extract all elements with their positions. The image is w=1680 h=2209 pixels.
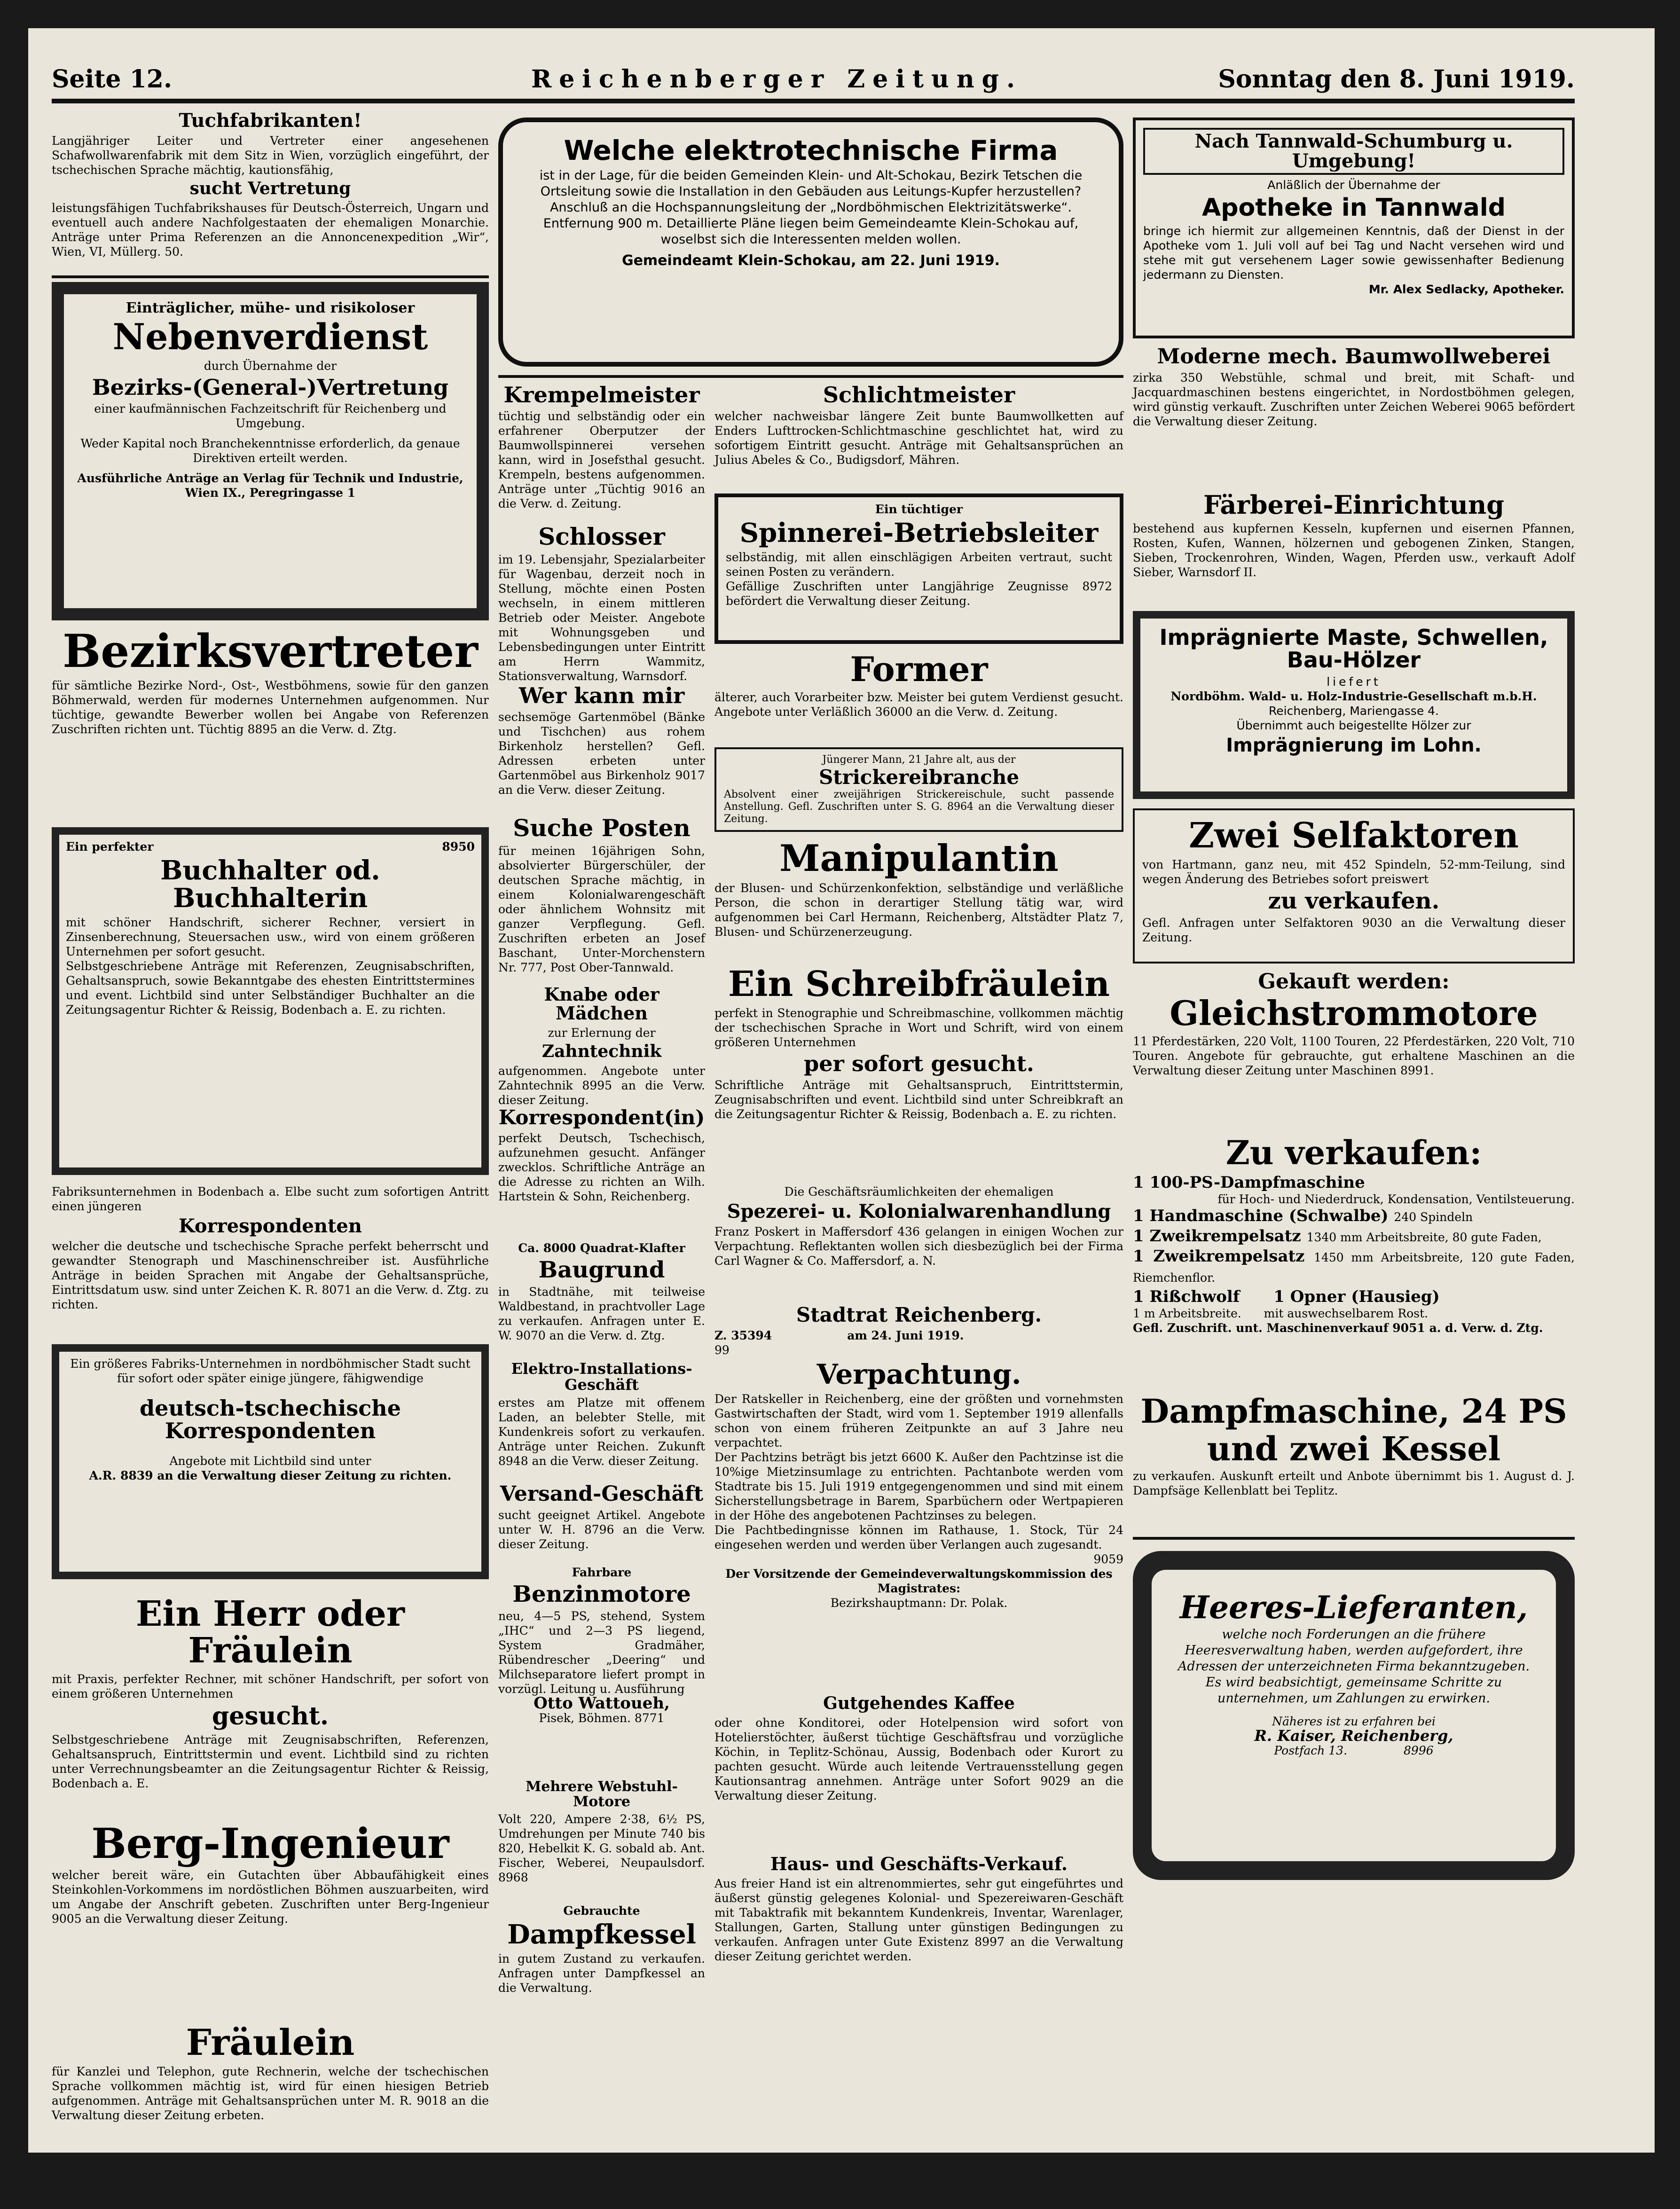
ad-selfaktoren [1133, 808, 1575, 964]
divider [498, 375, 1123, 378]
ad-subheadline: und zwei Kessel [1207, 1429, 1501, 1468]
ad-headline: Spinnerei-Betriebsleiter [739, 517, 1099, 548]
ad-headline: Schlosser [538, 523, 665, 550]
ad-korrespondenten [52, 1184, 489, 1335]
ad-headline: Versand-Geschäft [500, 1482, 704, 1506]
ad-headline: Heeres-Lieferanten, [1179, 1589, 1528, 1626]
column-3 [1133, 108, 1575, 2181]
ad-item-spec: 1450 mm Arbeitsbreite, 120 gute Faden, Riemchenflor. [1133, 1250, 1575, 1285]
ad-former [714, 649, 1123, 743]
ad-text: ist in der Lage, für die beiden Gemeinden Klein- und Alt-Schokau, Bezirk Tetschen die Ortsleitung sowie die Installation in den Gebäuden aus Leitungs-Kupfer herzustellen? Anschluß an die Hochspannungsleitung der „Nordböhmischen Elektrizitätswerke“. Entfernung 900 m. Detaillierte Pläne liegen beim Gemeindeamte Klein-Schokau auf, woselbst sich die Interessenten melden wollen. [539, 168, 1083, 247]
ad-item [1133, 1227, 1575, 1247]
ad-headline: Stadtrat Reichenberg. [796, 1303, 1042, 1326]
ad-text: zu verkaufen. Auskunft erteilt und Anbote übernimmt bis 1. August d. J. Dampfsäge Kellenblatt bei Teplitz. [1133, 1469, 1575, 1497]
ad-impraegnierte-maste [1133, 611, 1575, 799]
column-2 [498, 108, 1123, 2181]
ad-headline: Fräulein [186, 2021, 355, 2063]
ad-text: welcher bereit wäre, ein Gutachten über Abbaufähigkeit eines Steinkohlen-Vorkommens im nordöstlichen Böhmen auszuarbeiten, wird um Angabe der Anschrift gebeten. Zuschriften unter Berg-Ingenieur 9005 an die Verwaltung dieser Zeitung. [52, 1868, 489, 1926]
ad-item-spec: mit auswechselbarem Rost. [1264, 1306, 1429, 1320]
ad-headline: Mehrere Webstuhl-Motore [526, 1778, 678, 1810]
ad-text: Übernimmt auch beigestellte Hölzer zur [1236, 718, 1471, 732]
ad-address: Postfach 13. [1274, 1744, 1348, 1758]
ad-kaffee [714, 1692, 1123, 1847]
ad-text: älterer, auch Vorarbeiter bzw. Meister bei gutem Verdienst gesucht. Angebote unter Verläßlich 36000 an die Verw. d. Zeitung. [714, 690, 1123, 719]
ad-text: Die Geschäftsräumlichkeiten der ehemaligen [784, 1185, 1054, 1198]
ad-baugrund [498, 1241, 705, 1354]
ad-text: einer kaufmännischen Fachzeitschrift für Reichenberg und Umgebung. [94, 402, 447, 431]
ad-text [1133, 1306, 1575, 1321]
ad-headline: Knabe oder Mädchen [544, 984, 659, 1024]
ad-text: Der Vorsitzende der Gemeindeverwaltungskommission des Magistrates: [725, 1567, 1113, 1595]
ad-text: Ein tüchtiger [875, 502, 963, 516]
newspaper-title: Reichenberger Zeitung. [531, 65, 1023, 94]
ad-headline: Krempelmeister [503, 382, 700, 407]
ad-text: Gebrauchte [563, 1904, 640, 1918]
ad-korrespondentin [498, 1104, 705, 1236]
ad-item-name: 1 Handmaschine (Schwalbe) [1133, 1206, 1389, 1225]
ad-intro: Ein perfekter [66, 840, 154, 854]
ad-text: von Hartmann, ganz neu, mit 452 Spindeln, 52-mm-Teilung, sind wegen Änderung des Betriebes sofort preiswert [1142, 857, 1565, 886]
ad-text: Absolvent einer zweijährigen Strickereischule, sucht passende Anstellung. Gefl. Zuschriften unter S. G. 8964 an die Verwaltung dieser Zeitung. [724, 789, 1114, 825]
ad-item-name: 1 Zweikrempelsatz [1133, 1226, 1301, 1246]
ad-headline: Nebenverdienst [112, 316, 428, 358]
ad-headline: Welche elektrotechnische Firma [564, 134, 1058, 166]
ad-zu-verkaufen [1133, 1133, 1575, 1386]
ad-text: Anläßlich der Übernahme der [1267, 178, 1440, 192]
ad-headline: Zu verkaufen: [1225, 1133, 1482, 1172]
ad-headline: Färberei-Einrichtung [1203, 490, 1504, 520]
ad-text: zur Erlernung der [548, 1026, 656, 1040]
column-1 [52, 108, 489, 2181]
ad-text: welche noch Forderungen an die frühere Heeresverwaltung haben, werden aufgefordert, ihre Adressen der unterzeichneten Firma bekanntzugeben. Es wird beabsichtigt, gemeinsame Schritte zu unternehmen, um Zahlungen zu erwirken. [1178, 1627, 1530, 1706]
ad-signature: Gemeindeamt Klein-Schokau, am 22. Juni 1919. [621, 252, 1000, 269]
ad-headline: Buchhalter od. Buchhalterin [160, 855, 380, 914]
ad-text [66, 839, 475, 854]
ad-subheadline: zu verkaufen. [1268, 887, 1440, 914]
ad-tuchfabrikanten [52, 108, 489, 273]
ad-headline: Baugrund [538, 1257, 665, 1283]
ad-text: durch Übernahme der [204, 359, 337, 373]
ad-text: Fahrbare [572, 1566, 632, 1579]
ad-headline: Manipulantin [779, 837, 1059, 880]
ad-text: Aus freier Hand ist ein altrenommiertes, sehr gut eingeführtes und äußerst günstig gelegenes Kolonial- und Spezereiwaren-Geschäft mit Tabaktrafik mit bekanntem Kundenkreis, Inventar, Warenlager, Stallungen, Garten, Stallung unter günstigen Bedingungen zu verkaufen. Anfragen unter Gute Existenz 8997 an die Verwaltung dieser Zeitung gerichtet werden. [714, 1876, 1123, 1963]
ad-number: 8950 [442, 840, 475, 854]
ad-haus-verkauf [714, 1852, 1123, 2054]
ad-text: Der Pachtzins beträgt bis jetzt 6600 K. Außer den Pachtzinse ist die 10%ige Mietzinsumlage zu entrichten. Pachtanbote werden vom Stadtrate bis 15. Juli 1919 entgegengenommen und sind mit einem Sicherstellungsbetrage in Barem, Sparbüchern oder Wertpapieren in der Höhe des angebotenen Pachtzinses zu belegen. [714, 1450, 1123, 1522]
ad-intro: Gekauft werden: [1258, 970, 1450, 994]
ad-text: Ca. 8000 Quadrat-Klafter [518, 1241, 685, 1255]
ad-signature: Bezirkshauptmann: Dr. Polak. [830, 1596, 1008, 1610]
ad-heeres-lieferanten-frame [1133, 1551, 1575, 1880]
ad-spinnerei-betriebsleiter [714, 494, 1123, 644]
ad-text: in Stadtnähe, mit teilweise Waldbestand, in prachtvoller Lage zu verkaufen. Anfragen unter E. W. 9070 an die Verw. d. Ztg. [498, 1285, 705, 1343]
ad-text: Franz Poskert in Maffersdorf 436 gelangen in einigen Wochen zur Verpachtung. Reflektanten wollen sich diesbezüglich bei der Firma Carl Wagner & Co. Maffersdorf, a. N. [714, 1225, 1123, 1268]
ad-headline: Benzinmotore [512, 1581, 691, 1607]
ad-item-spec: 1 m Arbeitsbreite. [1133, 1306, 1241, 1320]
ad-dampfmaschine [1133, 1391, 1575, 1532]
ad-webstuhl-motore [498, 1777, 705, 1899]
ad-text: tüchtig und selbständig oder ein erfahrener Oberputzer der Baumwollspinnerei versehen kann, wird in Josefsthal gesucht. Krempeln, bestens aufgenommen. Anträge unter „Tüchtig 9016 an die Verw. d. Zeitung. [498, 409, 705, 511]
ad-text: zirka 350 Webstühle, schmal und breit, mit Schaft- und Jacquardmaschinen bestens eingerichtet, in Nordostböhmen gelegen, wird günstig verkauft. Zuschriften unter Zeichen Weberei 9065 befördert die Verwaltung dieser Zeitung. [1133, 371, 1575, 429]
ad-text: Selbstgeschriebene Anträge mit Zeugnisabschriften, Referenzen, Gehaltsanspruch, Eintrittstermin und event. Lichtbild sind zu richten unter Verrechnungsbeamter an die Zeitungsagentur Richter & Reissig, Bodenbach a. E. [52, 1732, 489, 1790]
ad-text: Gefällige Zuschriften unter Langjährige Zeugnisse 8972 befördert die Verwaltung dieser Zeitung. [726, 579, 1112, 608]
ad-text: Reichenberg, Mariengasse 4. [1269, 704, 1439, 718]
ad-headline: Strickereibranche [818, 766, 1020, 789]
ad-headline: Gleichstrommotore [1170, 993, 1538, 1034]
column-2-right [714, 381, 1123, 2181]
ad-schreibfraeulein [714, 964, 1123, 1180]
ad-text: Ausführliche Anträge an Verlag für Technik und Industrie, Wien IX., Peregringasse 1 [77, 471, 463, 500]
ad-headline: Zwei Selfaktoren [1189, 815, 1519, 856]
ad-headline: Berg-Ingenieur [91, 1819, 449, 1868]
ad-strickereibranche [714, 747, 1123, 832]
ad-headline: Korrespondenten [179, 1215, 362, 1237]
ad-headline: Dampfkessel [507, 1919, 696, 1950]
ad-text: 99 [714, 1343, 730, 1357]
ad-text: liefert [1327, 674, 1381, 689]
ad-elektrotechnische-firma [498, 118, 1123, 367]
ad-text: Näheres ist zu erfahren bei [1272, 1715, 1436, 1729]
ad-text: Gefl. Zuschrift. unt. Maschinenverkauf 9051 a. d. Verw. d. Ztg. [1133, 1321, 1543, 1335]
ad-text: Langjähriger Leiter und Vertreter einer angesehenen Schafwollwarenfabrik mit dem Sitz in Wien, vorzüglich eingeführt, der tschechischen Sprache mächtig, kautionsfähig, [52, 134, 489, 177]
ad-subheadline: Apotheke in Tannwald [1202, 194, 1506, 222]
ad-benzinmotore [498, 1565, 705, 1772]
ad-text: 9059 [1093, 1552, 1123, 1566]
ad-baumwollweberei [1133, 343, 1575, 484]
ad-text: Fabriksunternehmen in Bodenbach a. Elbe sucht zum sofortigen Antritt einen jüngeren [52, 1185, 489, 1213]
ad-text: Pisek, Böhmen. 8771 [539, 1711, 665, 1725]
ad-signature: R. Kaiser, Reichenberg, [1254, 1727, 1453, 1745]
ad-item-spec: 1340 mm Arbeitsbreite, 80 gute Faden, [1306, 1230, 1542, 1244]
ad-text: bringe ich hiermit zur allgemeinen Kenntnis, daß der Dienst in der Apotheke vom 1. Juli voll auf bei Tag und Nacht versehen wird und stehe mit gut versehenem Lager sowie gewissenhafter Bedienung jedermann zu Diensten. [1143, 224, 1564, 282]
ad-subheadline: per sofort gesucht. [804, 1050, 1034, 1076]
divider [1133, 1537, 1575, 1540]
ad-subheadline: Bezirks-(General-)Vertretung [92, 374, 449, 400]
ad-item [1133, 1287, 1575, 1306]
ad-headline: Haus- und Geschäfts-Verkauf. [770, 1853, 1068, 1874]
masthead [52, 56, 1575, 103]
ad-headline: Suche Posten [513, 814, 691, 842]
ad-file-number: Z. 35394 [714, 1329, 772, 1343]
ad-signature: Mr. Alex Sedlacky, Apotheker. [1368, 282, 1564, 296]
ad-elektro-installation [498, 1358, 705, 1476]
ad-number: 8996 [1404, 1744, 1434, 1758]
ad-headline: Schlichtmeister [823, 382, 1015, 407]
ad-text: der Blusen- und Schürzenkonfektion, selbständige und verläßliche Person, die schon in derartiger Stellung tätig war, wird aufgenommen bei Carl Hermann, Reichenberg, Altstädter Platz 7, Blusen- und Schürzenerzeugung. [714, 881, 1123, 939]
ad-fraulein [52, 2021, 489, 2209]
column-2-left [498, 381, 705, 2181]
ad-text: im 19. Lebensjahr, Spezialarbeiter für Wagenbau, derzeit noch in Stellung, möchte einen Posten wechseln, in einem mittleren Betrieb oder Meister. Angebote mit Wohnungsgeben und Lebensbedingungen unter Eintritt am Herrn Wammitz, Stationsverwaltung, Warnsdorf. [498, 552, 705, 683]
ad-subheadline: sucht Vertretung [189, 179, 351, 198]
ad-headline: Nach Tannwald-Schumburg u. Umgebung! [1143, 128, 1564, 175]
ad-headline: Imprägnierte Maste, Schwellen, Bau-Hölzer [1159, 625, 1548, 673]
ad-text: 11 Pferdestärken, 220 Volt, 1100 Touren, 22 Pferdestärken, 220 Volt, 710 Touren. Angebote für gebrauchte, gut erhaltene Maschinen an die Verwaltung dieser Zeitung unter Maschinen 8991. [1133, 1034, 1575, 1077]
ad-headline: Moderne mech. Baumwollweberei [1157, 345, 1551, 368]
ad-text: für meinen 16jährigen Sohn, absolvierter Bürgerschüler, der deutschen Sprache mächtig, in einem Kolonialwarengeschäft oder ähnlichem Wohnsitz mit ganzer Verpflegung. Gefl. Zuschriften erbeten an Josef Baschant, Unter-Morchenstern Nr. 777, Post Ober-Tannwald. [498, 844, 705, 974]
ad-text: sechsemöge Gartenmöbel (Bänke und Tischchen) aus rohem Birkenholz herstellen? Gefl. Adressen erbeten unter Gartenmöbel aus Birkenholz 9017 an die Verw. dieser Zeitung. [498, 710, 705, 797]
ad-item [1133, 1247, 1575, 1287]
ad-wer-kann-mir [498, 682, 705, 808]
ad-faerberei [1133, 489, 1575, 606]
ad-suche-posten [498, 813, 705, 978]
ad-item-name: 1 Rißchwolf [1133, 1287, 1240, 1306]
ad-headline: Tuchfabrikanten! [179, 110, 362, 132]
ad-nebenverdienst [52, 282, 489, 620]
ad-headline: deutsch-tschechische Korrespondenten [140, 1395, 401, 1444]
ad-item: 1 100-PS-Dampfmaschine [1133, 1173, 1365, 1192]
ad-text [1175, 1743, 1532, 1758]
ad-text: Die Pachtbedingnisse können im Rathause, 1. Stock, Tür 24 eingesehen werden und werden über Verlangen auch zugesandt. [714, 1523, 1123, 1551]
ad-text: Nordböhm. Wald- u. Holz-Industrie-Gesellschaft m.b.H. [1170, 689, 1537, 703]
ad-headline: Bezirksvertreter [63, 625, 478, 678]
ad-krempelmeister [498, 381, 705, 517]
ad-headline: Former [850, 649, 988, 689]
ad-text: mit Praxis, perfekter Rechner, mit schöner Handschrift, per sofort von einem größeren Unternehmen [52, 1672, 489, 1701]
ad-text: erstes am Platze mit offenem Laden, an belebter Stelle, mit Kundenkreis sofort zu verkaufen. Anträge unter Reichen. Zukunft 8948 an die Verw. dieser Zeitung. [498, 1396, 705, 1468]
ad-text: Selbstgeschriebene Anträge mit Referenzen, Zeugnisabschriften, Gehaltsanspruch, sowie Bekanntgabe des ehesten Eintrittstermines und event. Lichtbild sind unter Selbständiger Buchhalter an die Zeitungsagentur Richter & Reissig, Bodenbach a. E. zu richten. [66, 959, 475, 1017]
ad-headline: Elektro-Installations-Geschäft [511, 1360, 692, 1394]
divider [52, 275, 489, 278]
ad-text: welcher nachweisbar längere Zeit bunte Baumwollketten auf Enders Lufttrocken-Schlichtmaschine geschlichtet hat, wird zu sofortigem Eintritt gesucht. Anträge mit Gehaltsansprüchen an Julius Abeles & Co., Budigsdorf, Mähren. [714, 409, 1123, 467]
ad-schlosser [498, 522, 705, 683]
ad-headline: Dampfmaschine, 24 PS [1140, 1392, 1567, 1431]
ad-text: für Kanzlei und Telephon, gute Rechnerin, welche der tschechischen Sprache vollkommen mächtig ist, wird für einen hiesigen Betrieb aufgenommen. Anträge mit Gehaltsansprüchen unter M. R. 9018 an die Verwaltung dieser Zeitung erbeten. [52, 2064, 489, 2122]
ad-text: Jüngerer Mann, 21 Jahre alt, aus der [822, 754, 1016, 766]
ad-text: Volt 220, Ampere 2·38, 6½ PS, Umdrehungen per Minute 740 bis 820, Hebelkit K. G. sobald ab. Ant. Fischer, Weberei, Neupaulsdorf. 8968 [498, 1812, 705, 1884]
ad-text: Schriftliche Anträge mit Gehaltsanspruch, Eintrittstermin, Zeugnisabschriften und event. Lichtbild sind unter Schreibkraft an die Zeitungsagentur Richter & Reissig, Bodenbach a. E. zu richten. [714, 1078, 1123, 1121]
ad-text: aufgenommen. Angebote unter Zahntechnik 8995 an die Verw. dieser Zeitung. [498, 1064, 705, 1107]
ad-headline: Gutgehendes Kaffee [823, 1693, 1015, 1713]
ad-text: in gutem Zustand zu verkaufen. Anfragen unter Dampfkessel an die Verwaltung. [498, 1951, 705, 1995]
ad-text: Angebote mit Lichtbild sind unter [169, 1454, 371, 1468]
ad-text: für Hoch- und Niederdruck, Kondensation, Ventilsteuerung. [1217, 1192, 1575, 1206]
ad-subheadline: Verpachtung. [816, 1358, 1021, 1391]
ad-text: Gefl. Anfragen unter Selfaktoren 9030 an die Verwaltung dieser Zeitung. [1142, 916, 1565, 945]
issue-date: Sonntag den 8. Juni 1919. [1218, 65, 1575, 94]
ad-headline: Wer kann mir [518, 683, 685, 708]
ad-subheadline: gesucht. [212, 1702, 329, 1731]
ad-schlichtmeister [714, 381, 1123, 489]
ad-knabe-oder-maedchen [498, 982, 705, 1107]
ad-headline: Ein Schreibfräulein [728, 964, 1110, 1004]
ad-text: perfekt in Stenographie und Schreibmaschine, vollkommen mächtig der tschechischen Sprache in Wort und Schrift, wird von einem größeren Unternehmen [714, 1006, 1123, 1049]
ad-headline: Spezerei- u. Kolonialwarenhandlung [727, 1200, 1111, 1222]
ad-heeres-lieferanten [1152, 1570, 1556, 1861]
ad-date: am 24. Juni 1919. [847, 1329, 964, 1343]
ad-text: Ein größeres Fabriks-Unternehmen in nordböhmischer Stadt sucht für sofort oder später einige jüngere, fähigwendige [70, 1357, 471, 1385]
ad-verpachtung [714, 1302, 1123, 1687]
ad-apotheke-tannwald [1133, 118, 1575, 338]
ad-text: oder ohne Konditorei, oder Hotelpension wird sofort von Hotelierstöchter, äußerst tüchtige Geschäftsfrau und vorzügliche Köchin, in Teplitz-Schönau, Aussig, Bodenbach oder Kurort zu pachten gesucht. Würde auch leitende Vertrauensstellung gegen Kautionsantrag annehmen. Anträge unter Sofort 9029 an die Verwaltung dieser Zeitung. [714, 1716, 1123, 1802]
ad-text: Einträglicher, mühe- und risikoloser [126, 300, 415, 316]
ad-subheadline: Zahntechnik [542, 1041, 662, 1061]
ad-text: selbständig, mit allen einschlägigen Arbeiten vertraut, sucht seinen Posten zu verändern. [726, 550, 1112, 579]
ad-berg-ingenieur [52, 1819, 489, 2016]
ad-headline: Ein Herr oder Fräulein [136, 1594, 405, 1671]
ad-gleichstrommotore [1133, 968, 1575, 1128]
ad-text: A.R. 8839 an die Verwaltung dieser Zeitung zu richten. [89, 1468, 452, 1482]
page-number: Seite 12. [52, 65, 173, 94]
ad-spezerei [714, 1184, 1123, 1297]
ad-text: neu, 4—5 PS, stehend, System „IHC“ und 2—3 PS liegend, System Gradmäher, Rübendrescher „Deering“ und Milchseparatore liefert prompt in vorzügl. Leitung u. Ausführung [498, 1609, 705, 1696]
ad-text: Weder Kapital noch Branchekenntnisse erforderlich, da genaue Direktiven erteilt werden. [80, 437, 460, 465]
ad-buchhalter [52, 827, 489, 1175]
ad-dampfkessel [498, 1904, 705, 2054]
ad-text: bestehend aus kupfernen Kesseln, kupfernen und eisernen Pfannen, Rosten, Kufen, Wannen, hölzernen und gebogenen Zinken, Stangen, Sieben, Trockenrohren, Winden, Wagen, Pferden usw., verkauft Adolf Sieber, Warnsdorf II. [1133, 521, 1575, 579]
ad-herr-oder-fraulein [52, 1593, 489, 1814]
ad-manipulantin [714, 837, 1123, 959]
ad-item [1133, 1206, 1575, 1227]
ad-text: Der Ratskeller in Reichenberg, eine der größten und vornehmsten Gastwirtschaften der Stadt, wird vom 1. September 1919 allenfalls schon von einem früheren Zeitpunkte an auf 3 Jahre neu verpachtet. [714, 1392, 1123, 1449]
ad-text: für sämtliche Bezirke Nord-, Ost-, Westböhmens, sowie für den ganzen Böhmerwald, werden für modernes Unternehmen aufgenommen. Nur tüchtige, gewandte Bewerber wollen bei Angabe von Referenzen Zuschriften richten unt. Tüchtig 8895 an die Verw. d. Ztg. [52, 678, 489, 736]
ad-signature: Otto Wattoueh, [534, 1694, 670, 1713]
ad-text: sucht geeignet Artikel. Angebote unter W. H. 8796 an die Verw. dieser Zeitung. [498, 1508, 705, 1551]
ad-item-name: 1 Opner (Hausieg) [1273, 1287, 1440, 1306]
ad-versand-geschaeft [498, 1480, 705, 1560]
ad-item-name: 1 Zweikrempelsatz [1133, 1246, 1305, 1266]
ad-headline: Korrespondent(in) [498, 1106, 705, 1129]
ad-item-spec: 240 Spindeln [1394, 1210, 1473, 1224]
ad-text: welcher die deutsche und tschechische Sprache perfekt beherrscht und gewandter Stenograph und Maschinenschreiber ist. Ausführliche Anträge in beiden Sprachen mit Angabe der Gehaltsansprüche, Eintrittsdatum usw. sind unter Zeichen K. R. 8071 an die Verw. d. Ztg. zu richten. [52, 1239, 489, 1311]
ad-subheadline: Imprägnierung im Lohn. [1226, 734, 1482, 756]
ad-deutsch-tschechische [52, 1344, 489, 1579]
ad-text [714, 1328, 1123, 1343]
ad-text: leistungsfähigen Tuchfabrikshauses für Deutsch-Österreich, Ungarn und eventuell auch andere Nachfolgestaaten der ehemaligen Monarchie. Anträge unter Prima Referenzen an die Annoncenexpedition „Wir“, Wien, VI, Müllerg. 50. [52, 201, 489, 258]
ad-text: perfekt Deutsch, Tschechisch, aufzunehmen gesucht. Anfänger zwecklos. Schriftliche Anträge an die Adresse zu richten an Wilh. Hartstein & Sohn, Reichenberg. [498, 1131, 705, 1204]
ad-text: mit schöner Handschrift, sicherer Rechner, versiert in Zinsenberechnung, Steuersachen usw., wird von einem größeren Unternehmen per sofort gesucht. [66, 915, 475, 958]
